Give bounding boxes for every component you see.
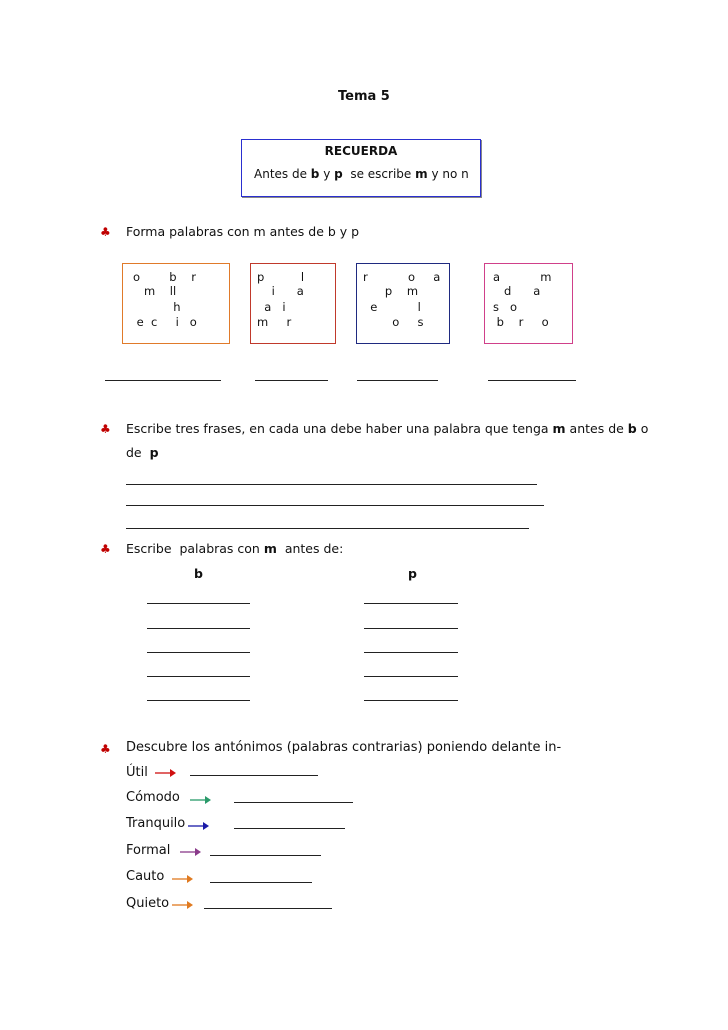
- b-word-line[interactable]: [147, 628, 250, 629]
- sentence-line[interactable]: [126, 528, 529, 529]
- sentence-line[interactable]: [126, 484, 537, 485]
- b-word-line[interactable]: [147, 676, 250, 677]
- letter-box-3: [356, 263, 450, 344]
- p-word-line[interactable]: [364, 652, 458, 653]
- letter-row: o b r: [133, 270, 196, 284]
- recuerda-heading: RECUERDA: [324, 144, 398, 158]
- arrow-right-icon: [190, 795, 212, 805]
- antonym-word: Formal: [126, 843, 171, 858]
- p-word-line[interactable]: [364, 700, 458, 701]
- letter-row: a m: [493, 270, 552, 284]
- antonym-line[interactable]: [234, 828, 345, 829]
- letter-row: e c i o: [133, 315, 197, 329]
- arrow-right-icon: [172, 900, 194, 910]
- antonym-word: Cómodo: [126, 790, 180, 805]
- letter-row: h: [133, 300, 181, 314]
- recuerda-rule: Antes de b y p se escribe m y no n: [254, 167, 469, 181]
- arrow-right-icon: [180, 847, 202, 857]
- letter-row: m r: [257, 315, 292, 329]
- ex1-instruction: Forma palabras con m antes de b y p: [126, 224, 360, 239]
- antonym-word: Tranquilo: [126, 816, 186, 831]
- answer-line[interactable]: [488, 380, 576, 381]
- antonym-line[interactable]: [210, 882, 312, 883]
- ex3-instruction: Escribe palabras con m antes de:: [126, 541, 344, 556]
- club-bullet-icon: ♣: [100, 422, 111, 436]
- arrow-right-icon: [188, 821, 210, 831]
- p-word-line[interactable]: [364, 676, 458, 677]
- recuerda-box: [241, 139, 481, 197]
- letter-box-2: [250, 263, 336, 344]
- letter-row: a i: [257, 300, 286, 314]
- b-word-line[interactable]: [147, 603, 250, 604]
- answer-line[interactable]: [105, 380, 221, 381]
- antonym-line[interactable]: [210, 855, 321, 856]
- p-word-line[interactable]: [364, 603, 458, 604]
- letter-row: d a: [493, 284, 541, 298]
- letter-row: s o: [493, 300, 517, 314]
- letter-row: m ll: [133, 284, 177, 298]
- antonym-word: Cauto: [126, 869, 165, 884]
- arrow-right-icon: [172, 874, 194, 884]
- club-bullet-icon: ♣: [100, 542, 111, 556]
- answer-line[interactable]: [255, 380, 328, 381]
- letter-row: r o a: [363, 270, 441, 284]
- ex2-instruction-line2: de p: [126, 445, 159, 460]
- p-word-line[interactable]: [364, 628, 458, 629]
- antonym-line[interactable]: [234, 802, 353, 803]
- column-b-label: b: [194, 566, 203, 581]
- letter-row: o s: [363, 315, 424, 329]
- letter-box-1: [122, 263, 230, 344]
- letter-row: e l: [363, 300, 421, 314]
- sentence-line[interactable]: [126, 505, 544, 506]
- ex2-instruction: Escribe tres frases, en cada una debe haber una palabra que tenga m antes de b o: [126, 421, 649, 436]
- antonym-word: Quieto: [126, 896, 170, 911]
- antonym-line[interactable]: [204, 908, 332, 909]
- b-word-line[interactable]: [147, 652, 250, 653]
- letter-row: b r o: [493, 315, 549, 329]
- letter-box-4: [484, 263, 573, 344]
- club-bullet-icon: ♣: [100, 225, 111, 239]
- antonym-line[interactable]: [190, 775, 318, 776]
- answer-line[interactable]: [357, 380, 438, 381]
- ex4-instruction: Descubre los antónimos (palabras contrarias) poniendo delante in-: [126, 740, 562, 755]
- arrow-right-icon: [155, 768, 177, 778]
- column-p-label: p: [408, 566, 417, 581]
- b-word-line[interactable]: [147, 700, 250, 701]
- letter-row: p m: [363, 284, 419, 298]
- club-bullet-icon: ♣: [100, 742, 111, 756]
- letter-row: p l: [257, 270, 305, 284]
- antonym-word: Útil: [126, 765, 148, 780]
- letter-row: i a: [257, 284, 304, 298]
